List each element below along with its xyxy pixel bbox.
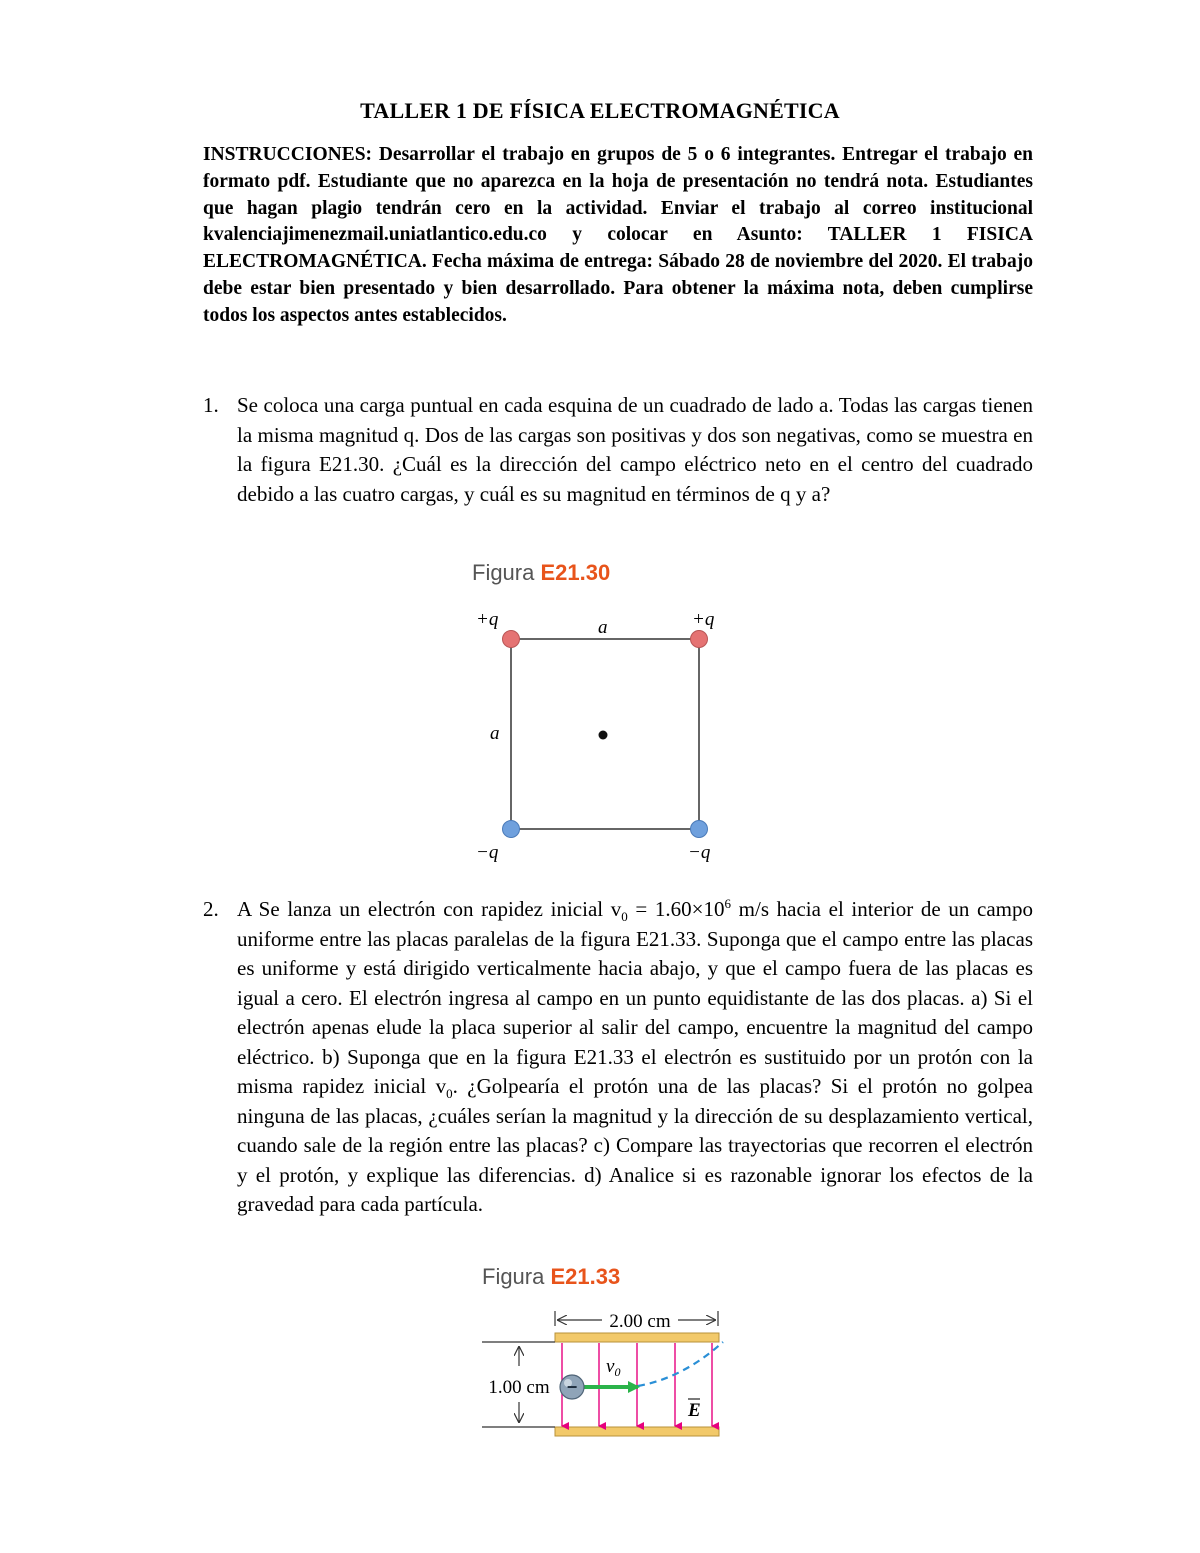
- field-label: E: [688, 1400, 701, 1421]
- electron-sign: −: [566, 1377, 578, 1397]
- subscript-zero: 0: [446, 1086, 453, 1102]
- problem-text: [237, 895, 1033, 1220]
- label-charge-top-right: +q: [692, 609, 715, 630]
- problem-text-part: . ¿Golpearía el protón una de las placas? Si el protón no golpea ninguna de las placas, ¿cuáles serían la magnitud y la dirección de su desplazamiento vertical, cuando sale de la región entre las placas? c) Compare las trayectorias que recorren el electrón y el protón, y explique las diferencias. d) Analice si es razonable ignorar los efectos de la gravedad para cada partícula.: [237, 1074, 1033, 1216]
- velocity-label: $v_0$: [606, 1356, 621, 1379]
- problem-1: [203, 391, 1033, 509]
- figure-label-word: Figura: [482, 1264, 545, 1289]
- positive-charge-top-right: [691, 631, 708, 648]
- page-title: TALLER 1 DE FÍSICA ELECTROMAGNÉTICA: [360, 98, 840, 123]
- upper-plate: [555, 1333, 719, 1342]
- positive-charge-top-left: [503, 631, 520, 648]
- negative-charge-bottom-left: [503, 821, 520, 838]
- trajectory-path: [638, 1342, 723, 1386]
- plate-length-label: 2.00 cm: [609, 1311, 671, 1332]
- label-charge-top-left: +q: [476, 609, 499, 630]
- problem-text-part: = 1.60×10: [627, 897, 725, 921]
- negative-charge-bottom-right: [691, 821, 708, 838]
- instructions-paragraph: INSTRUCCIONES: Desarrollar el trabajo en grupos de 5 o 6 integrantes. Entregar el trabajo en formato pdf. Estudiante que no aparezca en la hoja de presentación no tendrá nota. Estudiantes que hagan plagio tendrán cero en la actividad. Enviar el trabajo al correo institucional kvalenciajimenezmail.uniatlantico.edu.co y colocar en Asunto: TALLER 1 FISICA ELECTROMAGNÉTICA. Fecha máxima de entrega: Sábado 28 de noviembre del 2020. El trabajo debe estar bien presentado y bien desarrollado. Para obtener la máxima nota, deben cumplirse todos los aspectos antes establecidos.: [203, 144, 1033, 326]
- center-point: [599, 731, 608, 740]
- figure-label-word: Figura: [472, 560, 535, 585]
- lower-plate: [555, 1427, 719, 1436]
- problem-text: Se coloca una carga puntual en cada esquina de un cuadrado de lado a. Todas las cargas tienen la misma magnitud q. Dos de las cargas son positivas y dos son negativas, como se muestra en la figura E21.30. ¿Cuál es la dirección del campo eléctrico neto en el centro del cuadrado debido a las cuatro cargas, y cuál es su magnitud en términos de q y a?: [237, 393, 1033, 506]
- label-side-top: a: [598, 617, 608, 638]
- problem-text-part: m/s hacia el interior de un campo uniforme entre las placas paralelas de la figura E21.33. Suponga que el campo entre las placas es uniforme y está dirigido verticalmente hacia abajo, y que el campo fuera de las placas es igual a cero. El electrón ingresa al campo en un punto equidistante de las dos placas. a) Si el electrón apenas elude la placa superior al salir del campo, encuentre la magnitud del campo eléctrico. b) Suponga que en la figura E21.33 el electrón es sustituido por un protón con la misma rapidez inicial v: [237, 897, 1033, 1098]
- problem-number: 2.: [203, 897, 219, 921]
- figure-e21-30: [470, 600, 740, 870]
- problem-2: [203, 895, 1033, 1220]
- label-charge-bottom-right: −q: [688, 842, 711, 863]
- superscript-exponent: 6: [724, 896, 732, 911]
- problem-number: 1.: [203, 393, 219, 417]
- label-side-left: a: [490, 723, 500, 744]
- label-charge-bottom-left: −q: [476, 842, 499, 863]
- figure-e21-30-title: [472, 560, 610, 586]
- figure-label-code: E21.30: [540, 560, 611, 585]
- plate-gap-label: 1.00 cm: [488, 1377, 550, 1398]
- figure-e21-33: [478, 1302, 728, 1452]
- subscript-zero: 0: [621, 909, 628, 925]
- figure-label-code: E21.33: [550, 1264, 621, 1289]
- figure-e21-33-title: [482, 1264, 620, 1290]
- problem-text-part: A Se lanza un electrón con rapidez inicial v: [237, 897, 622, 921]
